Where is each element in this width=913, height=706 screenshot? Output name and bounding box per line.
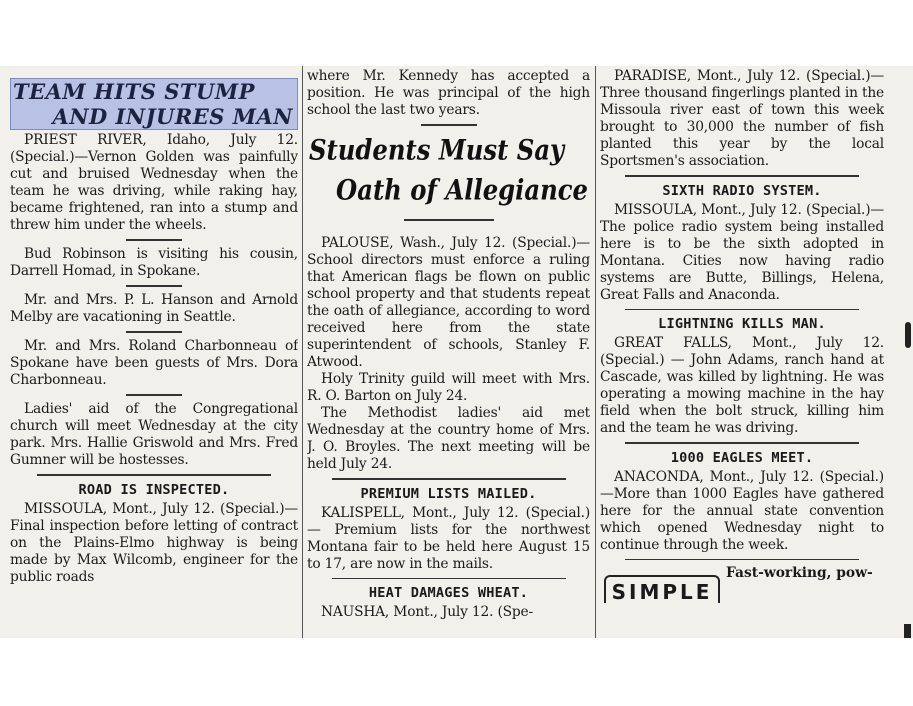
story-road: MISSOULA, Mont., July 12. (Special.)—Final inspection before letting of contract on the Plains-Elmo highway is being made by Max Wilcomb, engineer for the public roads (10, 500, 298, 585)
story-eagles: ANACONDA, Mont., July 12. (Special.)—More than 1000 Eagles have gathered here for the annual state convention which opened Wednesday night to continue through the week. (600, 468, 884, 553)
heat-headline: HEAT DAMAGES WHEAT. (368, 585, 529, 601)
lightning-headline: LIGHTNING KILLS MAN. (658, 316, 826, 332)
premium-headline: PREMIUM LISTS MAILED. (360, 485, 537, 502)
section-rule (332, 478, 566, 480)
divider (126, 285, 182, 287)
road-headline: ROAD IS INSPECTED. (78, 481, 230, 498)
students-headline-line-2: Oath of Allegiance (336, 174, 588, 207)
section-rule (625, 442, 859, 444)
divider (404, 219, 494, 221)
headline-highlight (10, 78, 298, 130)
story-trinity: Holy Trinity guild will meet with Mrs. R. O. Barton on July 24. (307, 371, 590, 404)
column-rule-2 (595, 66, 596, 638)
story-radio: MISSOULA, Mont., July 12. (Special.)—The police radio system being installed here is to be the sixth adopted in Montana. Cities now having radio systems are Butte, Billings, Helena, Great Falls and Anaconda. (600, 201, 884, 303)
column-1 (10, 66, 298, 638)
ad-copy: Fast-working, pow- (726, 565, 873, 581)
advertisement (600, 565, 884, 603)
item-robinson: Bud Robinson is visiting his cousin, Darrell Homad, in Spokane. (10, 246, 298, 279)
story-heat: NAUSHA, Mont., July 12. (Spe- (321, 604, 533, 620)
story-methodist: The Methodist ladies' aid met Wednesday at the country home of Mrs. J. O. Broyles. The next meeting will be held July 24. (307, 405, 590, 472)
column-rule-1 (302, 66, 303, 638)
story-palouse: PALOUSE, Wash., July 12. (Special.)—School directors must enforce a ruling that American flags be flown on public school property and that students repeat the oath of allegiance, according to word received here from the state superintendent of schools, Stanley F. Atwood. (307, 235, 590, 370)
divider (126, 239, 182, 241)
newspaper-page (0, 66, 913, 638)
item-hanson: Mr. and Mrs. P. L. Hanson and Arnold Melby are vacationing in Seattle. (10, 292, 298, 325)
column-3 (600, 66, 884, 638)
divider (421, 124, 477, 126)
section-rule (625, 309, 859, 311)
ad-logo-box: SIMPLE (604, 575, 720, 603)
item-ladies-aid: Ladies' aid of the Congregational church will meet Wednesday at the city park. Mrs. Hallie Griswold and Mrs. Fred Gumner will be hostesses. (10, 401, 298, 468)
section-rule (625, 175, 859, 177)
story-lightning: GREAT FALLS, Mont., July 12. (Special.) — John Adams, ranch hand at Cascade, was killed by lightning. He was operating a mowing machine in the hay field when the bolt struck, killing him and the team he was driving. (600, 335, 884, 436)
column-2 (307, 66, 590, 638)
section-rule (37, 474, 271, 476)
divider (126, 331, 182, 333)
headline-line-2: AND INJURES MAN (52, 104, 293, 129)
story-priest-river: PRIEST RIVER, Idaho, July 12. (Special.)—Vernon Golden was painfully cut and bruised Wednesday when the team he was driving, while raking hay, became frightened, ran into a stump and threw him under the wheels. (10, 132, 298, 233)
story-kennedy-end: where Mr. Kennedy has accepted a position. He was principal of the high school the last two years. (307, 68, 590, 118)
eagles-headline: 1000 EAGLES MEET. (670, 449, 814, 466)
story-premium: KALISPELL, Mont., July 12. (Special.) — Premium lists for the northwest Montana fair to be held here August 15 to 17, are now in the mails. (307, 504, 590, 572)
section-rule (332, 578, 566, 580)
binding-mark-icon (905, 322, 911, 348)
radio-headline: SIXTH RADIO SYSTEM. (662, 182, 822, 199)
divider (126, 394, 182, 396)
section-rule (625, 559, 859, 561)
headline-line-1: TEAM HITS STUMP (13, 79, 255, 104)
story-paradise: PARADISE, Mont., July 12. (Special.)—Three thousand fingerlings planted in the Missoula river east of town this week brought to 30,000 the number of fish planted this year by the local Sportsmen's association. (600, 68, 884, 169)
item-charbonneau: Mr. and Mrs. Roland Charbonneau of Spokane have been guests of Mrs. Dora Charbonneau. (10, 338, 298, 388)
binding-mark-icon (904, 624, 911, 638)
students-headline-line-1: Students Must Say (309, 134, 565, 167)
